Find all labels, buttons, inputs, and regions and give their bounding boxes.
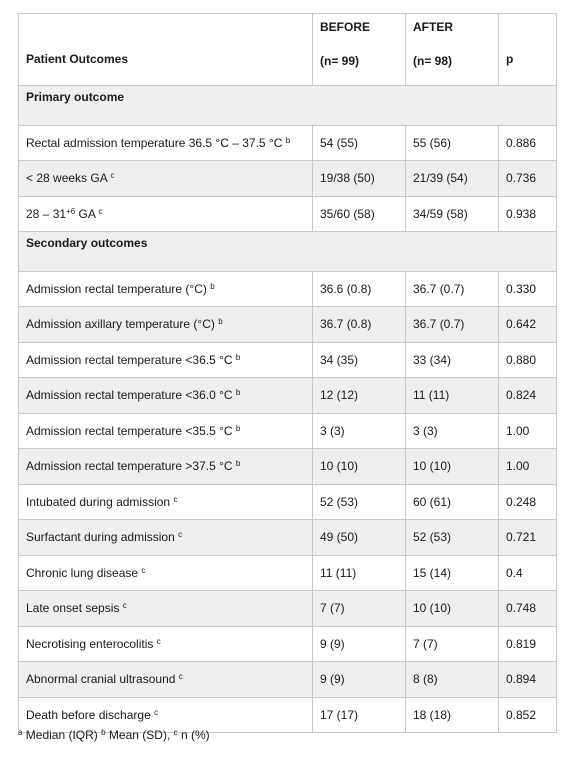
header-row: [19, 14, 557, 86]
outcome-label-cell: [19, 449, 313, 485]
table-row: [19, 378, 557, 414]
table-row: [19, 591, 557, 627]
footnote-marker: b: [218, 317, 223, 327]
table-row: [19, 271, 557, 307]
p-value: 0.4: [499, 555, 557, 591]
header-outcomes-cell: [19, 14, 313, 86]
outcome-label: Admission axillary temperature (°C): [26, 317, 215, 332]
outcome-label-cell: [19, 413, 313, 449]
before-value: 9 (9): [313, 626, 406, 662]
before-value: 49 (50): [313, 520, 406, 556]
outcome-label-cell: [19, 484, 313, 520]
after-value: 34/59 (58): [406, 196, 499, 232]
footnote-marker: c: [122, 601, 127, 611]
before-value: 17 (17): [313, 697, 406, 733]
p-value: 0.894: [499, 662, 557, 698]
outcome-label-cell: [19, 626, 313, 662]
outcome-label-cell: [19, 307, 313, 343]
before-value: 54 (55): [313, 125, 406, 161]
footnote-marker: c: [178, 530, 183, 540]
outcome-label-cell: [19, 520, 313, 556]
after-value: 60 (61): [406, 484, 499, 520]
outcome-label-cell: [19, 378, 313, 414]
footnote-marker: c: [178, 672, 183, 682]
before-value: 10 (10): [313, 449, 406, 485]
before-value: 36.6 (0.8): [313, 271, 406, 307]
header-outcomes-label: Patient Outcomes: [26, 52, 129, 66]
p-value: 1.00: [499, 413, 557, 449]
section-secondary-row: [19, 232, 557, 272]
before-value: 12 (12): [313, 378, 406, 414]
section-primary-row: [19, 86, 557, 126]
before-value: 11 (11): [313, 555, 406, 591]
footnote-marker: c: [98, 206, 103, 216]
after-value: 3 (3): [406, 413, 499, 449]
before-value: 3 (3): [313, 413, 406, 449]
outcome-label: Intubated during admission: [26, 494, 171, 509]
after-value: 52 (53): [406, 520, 499, 556]
before-value: 52 (53): [313, 484, 406, 520]
outcome-label-cell: [19, 196, 313, 232]
p-value: 0.938: [499, 196, 557, 232]
footnote-marker: c: [156, 636, 161, 646]
footnote-marker: c: [141, 565, 146, 575]
before-value: 7 (7): [313, 591, 406, 627]
outcome-label: Rectal admission temperature 36.5 °C – 37.5 °C: [26, 135, 283, 150]
table-row: [19, 161, 557, 197]
footnote-b-marker: b: [101, 728, 106, 737]
table-row: [19, 662, 557, 698]
header-before-n: (n= 99): [320, 54, 360, 68]
table-row: [19, 307, 557, 343]
after-value: 55 (56): [406, 125, 499, 161]
outcome-label: < 28 weeks GA: [26, 171, 108, 186]
header-p-cell: [499, 14, 557, 86]
table-row: [19, 413, 557, 449]
footnote-marker: c: [173, 494, 178, 504]
p-value: 0.819: [499, 626, 557, 662]
p-value: 0.886: [499, 125, 557, 161]
after-value: 8 (8): [406, 662, 499, 698]
footnote-a-marker: a: [18, 728, 23, 737]
p-value: 0.824: [499, 378, 557, 414]
table-row: [19, 449, 557, 485]
table-row: [19, 484, 557, 520]
p-value: 0.880: [499, 342, 557, 378]
footnote-marker: b: [285, 135, 291, 145]
outcome-label: Late onset sepsis: [26, 601, 120, 616]
outcome-label-cell: [19, 161, 313, 197]
after-value: 7 (7): [406, 626, 499, 662]
after-value: 33 (34): [406, 342, 499, 378]
before-value: 19/38 (50): [313, 161, 406, 197]
p-value: 0.642: [499, 307, 557, 343]
p-value: 1.00: [499, 449, 557, 485]
outcome-label: Admission rectal temperature <36.5 °C: [26, 352, 233, 367]
outcomes-table-container: [18, 13, 556, 733]
outcome-label: Admission rectal temperature <36.0 °C: [26, 388, 233, 403]
after-value: 18 (18): [406, 697, 499, 733]
table-row: [19, 125, 557, 161]
p-value: 0.721: [499, 520, 557, 556]
after-value: 36.7 (0.7): [406, 271, 499, 307]
footnote-c-marker: c: [173, 728, 178, 737]
header-after-cell: [406, 14, 499, 86]
table-row: [19, 342, 557, 378]
outcome-label: Chronic lung disease: [26, 565, 139, 580]
outcome-label: Admission rectal temperature >37.5 °C: [26, 459, 233, 474]
outcome-label: Necrotising enterocolitis: [26, 636, 154, 651]
before-value: 9 (9): [313, 662, 406, 698]
footnote-c-text: n (%): [177, 728, 210, 742]
footnote-marker: b: [235, 423, 241, 433]
outcome-label-cell: [19, 662, 313, 698]
section-primary-title: Primary outcome: [19, 86, 313, 126]
p-value: 0.736: [499, 161, 557, 197]
header-after-label: AFTER: [413, 20, 453, 34]
table-row: [19, 555, 557, 591]
outcome-label-superscript: +6: [66, 206, 76, 216]
table-footnote: [18, 728, 210, 742]
outcome-label-cell: [19, 342, 313, 378]
table-row: [19, 196, 557, 232]
footnote-marker: b: [235, 352, 241, 362]
before-value: 35/60 (58): [313, 196, 406, 232]
before-value: 34 (35): [313, 342, 406, 378]
after-value: 11 (11): [406, 378, 499, 414]
after-value: 10 (10): [406, 449, 499, 485]
outcome-label: Surfactant during admission: [26, 530, 175, 545]
after-value: 36.7 (0.7): [406, 307, 499, 343]
after-value: 21/39 (54): [406, 161, 499, 197]
before-value: 36.7 (0.8): [313, 307, 406, 343]
footnote-marker: c: [110, 171, 115, 181]
outcome-label-cell: [19, 555, 313, 591]
footnote-marker: b: [210, 281, 215, 291]
outcome-label-cell: [19, 125, 313, 161]
p-value: 0.330: [499, 271, 557, 307]
after-value: 10 (10): [406, 591, 499, 627]
outcome-label: 28 – 31: [26, 206, 67, 221]
outcome-label-cell: [19, 271, 313, 307]
footnote-b-text: Mean (SD),: [105, 728, 174, 742]
p-value: 0.248: [499, 484, 557, 520]
outcome-label: Admission rectal temperature <35.5 °C: [26, 423, 233, 438]
footnote-marker: c: [154, 707, 159, 717]
footnote-marker: b: [235, 388, 241, 398]
outcome-label-suffix: GA: [75, 206, 96, 221]
footnote-a-text: Median (IQR): [22, 728, 102, 742]
footnote-marker: b: [235, 459, 241, 469]
header-before-cell: [313, 14, 406, 86]
table-row: [19, 626, 557, 662]
header-before-label: BEFORE: [320, 20, 371, 34]
outcomes-table: [18, 13, 557, 733]
outcome-label: Abnormal cranial ultrasound: [26, 672, 176, 687]
outcome-label: Admission rectal temperature (°C): [26, 281, 207, 296]
header-p-label: p: [506, 52, 514, 66]
table-row: [19, 520, 557, 556]
outcome-label: Death before discharge: [26, 707, 151, 722]
p-value: 0.748: [499, 591, 557, 627]
section-secondary-title: Secondary outcomes: [19, 232, 313, 272]
header-after-n: (n= 98): [413, 54, 453, 68]
outcome-label-cell: [19, 591, 313, 627]
after-value: 15 (14): [406, 555, 499, 591]
p-value: 0.852: [499, 697, 557, 733]
